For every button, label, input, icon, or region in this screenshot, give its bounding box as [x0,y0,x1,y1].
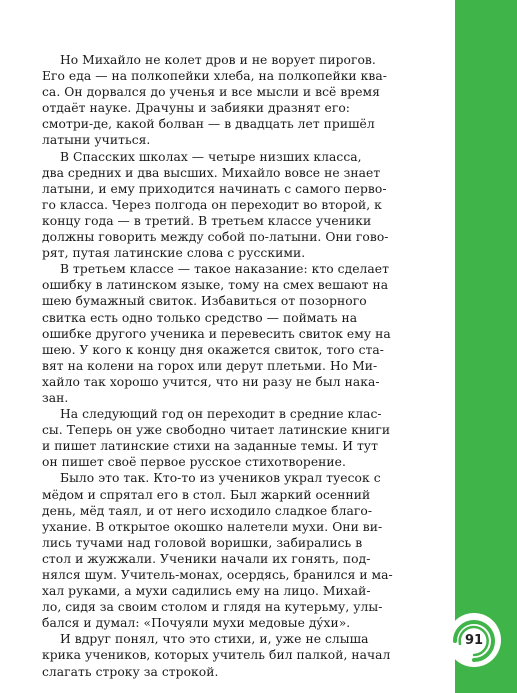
paragraph: И вдруг понял, что это стихи, и, уже не слыша крика учеников, которых учитель бил палкой, начал слагать строку за строкой. [42,632,391,679]
page-number: 91 [464,632,484,648]
green-margin-bar [455,0,517,693]
paragraph: В Спасских школах — четыре низших класса, два средних и два высших. Михайло вовсе не знает латыни, и ему приходится начинать с самого перво- го класса. Через полгода он переходит во второй, к концу года — в третий. В третьем классе ученики должны говорить между собой по-латыни. Они гово- рят, путая латинские слова с русскими. [42,149,389,261]
paragraph: На следующий год он переходит в средние клас- сы. Теперь он уже свободно читает латинские книги и пишет латинские стихи на заданные темы. И тут он пишет своё первое русское стихотворение. [42,407,391,470]
paragraph: Но Михайло не колет дров и не ворует пирогов. Его еда — на полкопейки хлеба, на полкопейки ква- са. Он дорвался до ученья и все мысли и всё время отдаёт науке. Драчуны и забияки дразнят его: смотри-де, какой болван — в двадцать лет пришёл латыни учиться. [42,53,387,148]
story-text [42,52,437,680]
paragraph: Было это так. Кто-то из учеников украл туесок с мёдом и спрятал его в стол. Был жаркий осенний день, мёд таял, и от него исходило сладкое благо- ухание. В открытое окошко налетели мухи. Они ви- лись тучами над головой воришки, забирались в стол и жужжали. Ученики начали их гонять, под- нялся шум. Учитель-монах, осердясь, бранился и ма- хал руками, а мухи садились ему на лицо. Михай- ло, сидя за своим столом и глядя на кутерьму, улы- бался и думал: «Почуяли мухи медовые дýхи». [42,471,393,631]
paragraph: В третьем классе — такое наказание: кто сделает ошибку в латинском языке, тому на смех вешают на шею бумажный свиток. Избавиться от позорного свитка есть одно только средство — поймать на ошибке другого ученика и перевесить свиток ему на шею. У кого к концу дня окажется свиток, того ста- вят на колени на горох или дерут плетьми. Но Ми- хайло так хорошо учится, что ни разу не был нака- зан. [42,262,391,405]
page-number-badge [445,611,503,669]
